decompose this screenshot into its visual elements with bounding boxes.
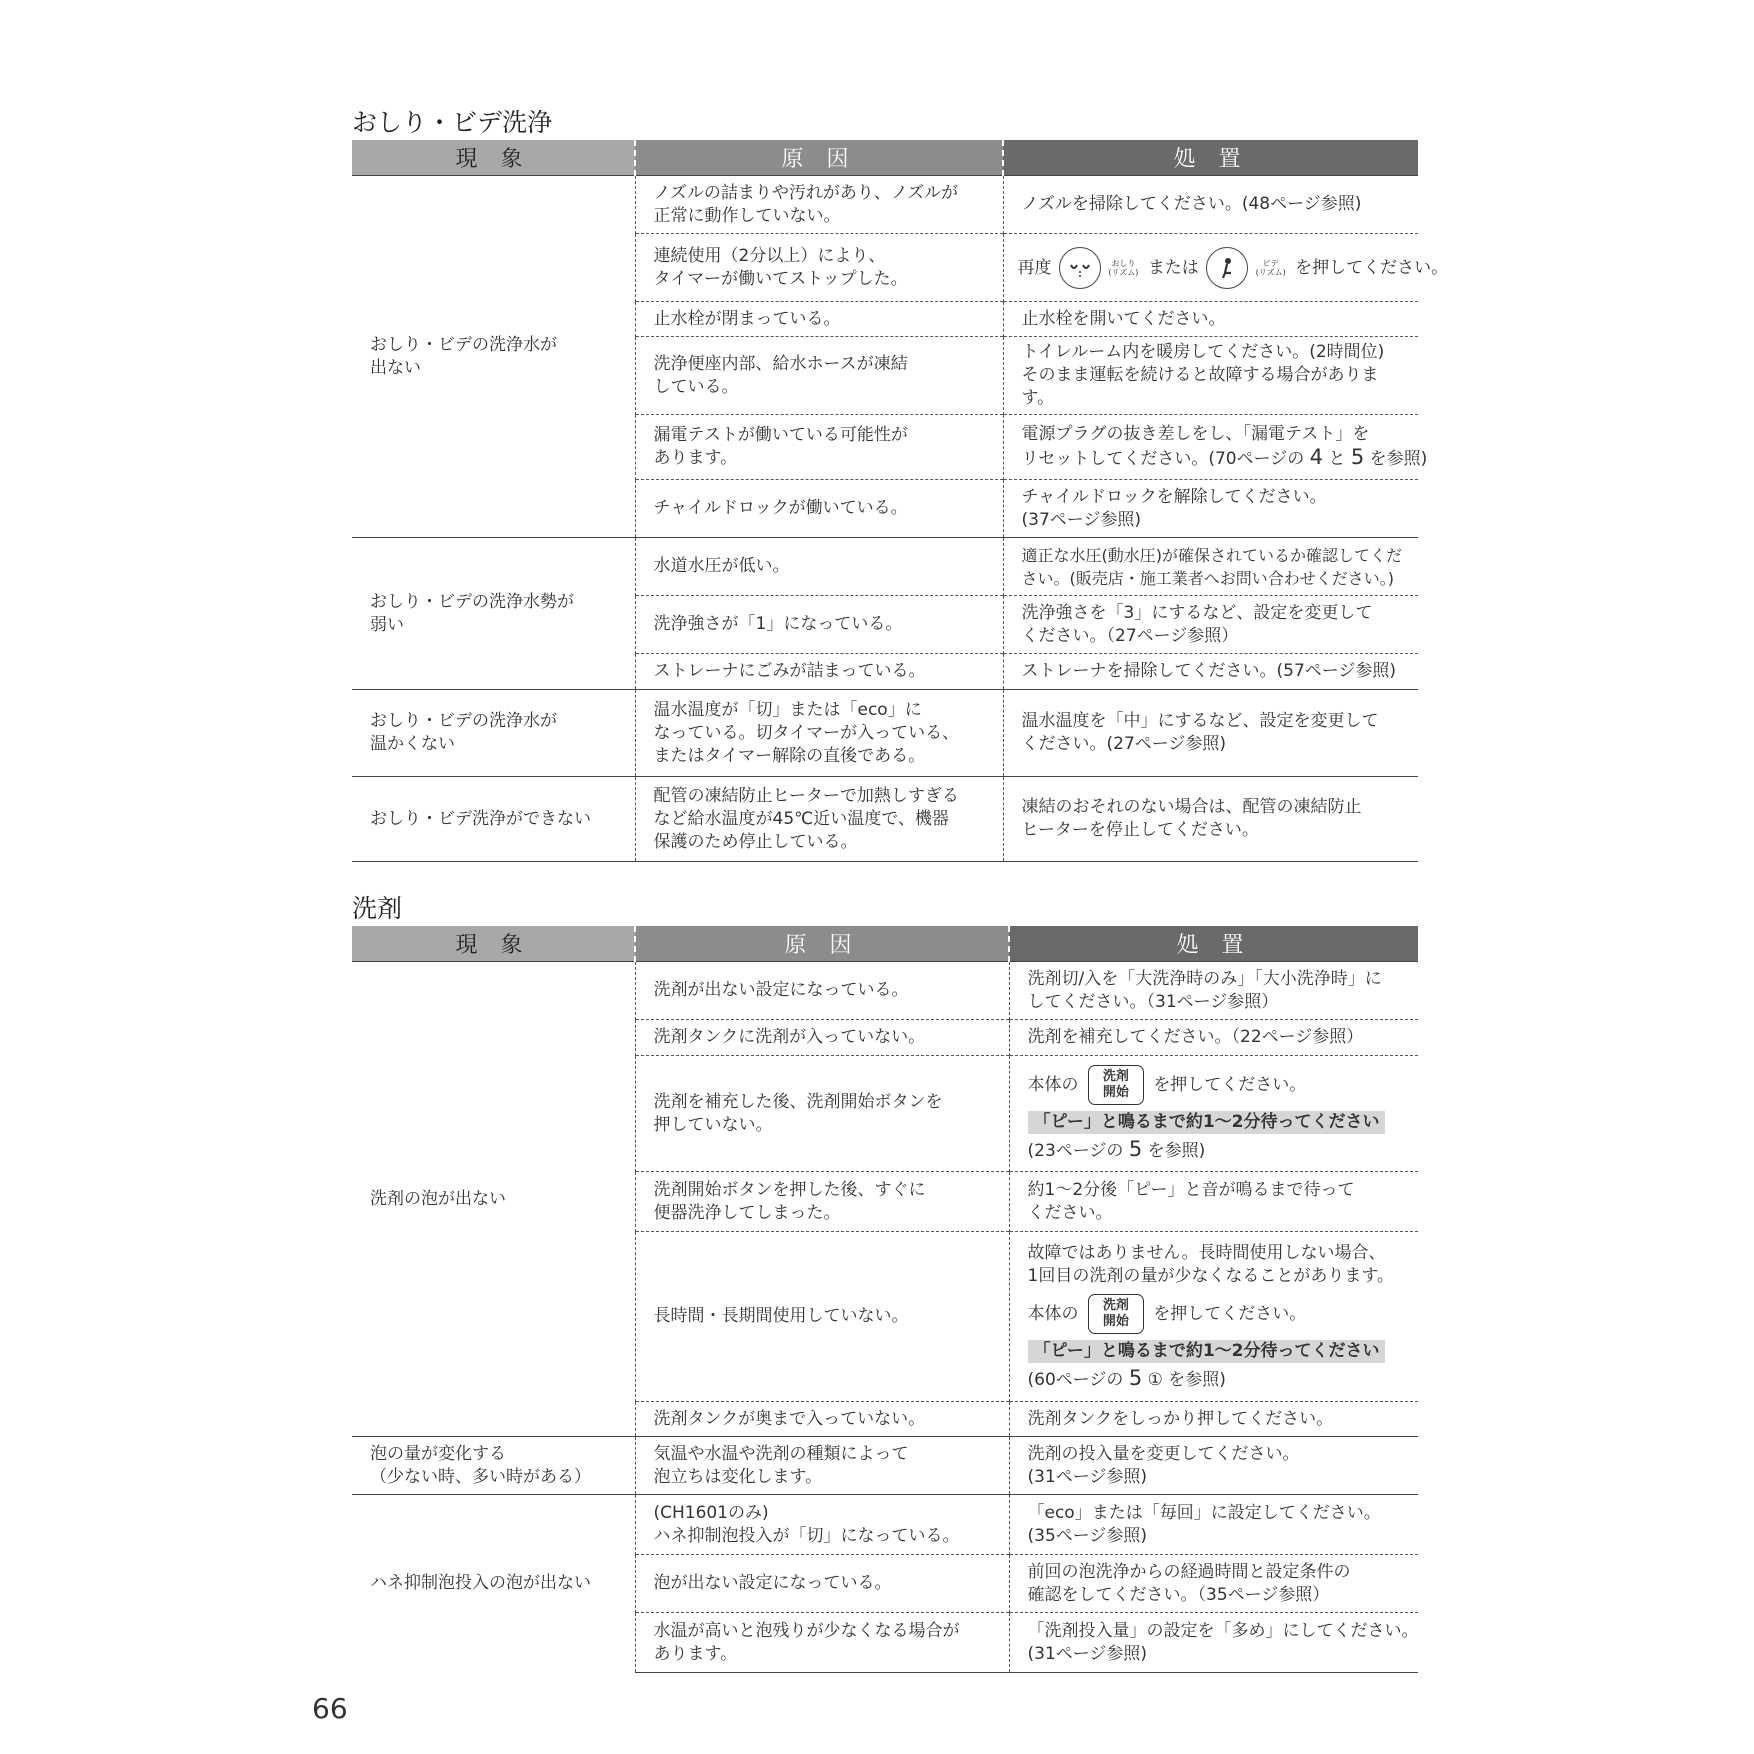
cause-cell: ノズルの詰まりや汚れがあり、ノズルが 正常に動作していない。 [635, 176, 1003, 234]
detergent-start-key-icon: 洗剤 開始 [1088, 1065, 1144, 1105]
cause-cell: 泡が出ない設定になっている。 [635, 1555, 1009, 1613]
table-row [352, 176, 1418, 234]
fix-cell: 洗剤タンクをしっかり押してください。 [1009, 1402, 1418, 1437]
cause-cell: 止水栓が閉まっている。 [635, 302, 1003, 337]
troubleshoot-table-oshiri [352, 140, 1449, 862]
table-header [352, 140, 1418, 176]
table-row [352, 1495, 1418, 1555]
fix-cell: 約1～2分後「ピー」と音が鳴るまで待って ください。 [1009, 1172, 1418, 1232]
cause-cell: (CH1601のみ) ハネ抑制泡投入が「切」になっている。 [635, 1495, 1009, 1555]
fix-cell: 故障ではありません。長時間使用しない場合、 1回目の洗剤の量が少なくなることがあります。 本体の 洗剤 開始 を押してください。 「ピー」と鳴るまで約1～2分待ってください (60ページの 5 ① を参照) [1009, 1232, 1418, 1402]
fix-cell: 洗剤切/入を「大洗浄時のみ」「大小洗浄時」に してください。（31ページ参照） [1009, 962, 1418, 1020]
bide-button-icon [1206, 247, 1248, 289]
fix-cell: 再度 おしり (リズム) または ビデ (リズム) を押してください。 [1003, 234, 1418, 302]
cause-cell: 洗剤開始ボタンを押した後、すぐに 便器洗浄してしまった。 [635, 1172, 1009, 1232]
table-row [352, 1437, 1418, 1495]
table-header [352, 926, 1418, 962]
symptom-cell: おしり・ビデ洗浄ができない [352, 777, 635, 862]
table-row [352, 777, 1418, 862]
fix-cell: ストレーナを掃除してください。(57ページ参照) [1003, 654, 1418, 690]
cause-cell: チャイルドロックが働いている。 [635, 480, 1003, 538]
fix-cell: 「洗剤投入量」の設定を「多め」にしてください。 (31ページ参照) [1009, 1613, 1418, 1673]
fix-cell: 温水温度を「中」にするなど、設定を変更して ください。(27ページ参照) [1003, 690, 1418, 777]
table-row [352, 690, 1418, 777]
oshiri-button-icon [1059, 247, 1101, 289]
cause-cell: 洗剤を補充した後、洗剤開始ボタンを 押していない。 [635, 1056, 1009, 1172]
header-symptom: 現 象 [352, 140, 635, 176]
header-fix: 処 置 [1003, 140, 1418, 176]
fix-cell: ノズルを掃除してください。(48ページ参照) [1003, 176, 1418, 234]
cause-cell: ストレーナにごみが詰まっている。 [635, 654, 1003, 690]
fix-cell: 適正な水圧(動水圧)が確保されているか確認してくだ さい。(販売店・施工業者へお問い合わせください。) [1003, 538, 1418, 596]
bide-button-label: ビデ (リズム) [1255, 258, 1286, 277]
cause-cell: 連続使用（2分以上）により、 タイマーが働いてストップした。 [635, 234, 1003, 302]
symptom-cell: おしり・ビデの洗浄水が 温かくない [352, 690, 635, 777]
symptom-cell: おしり・ビデの洗浄水勢が 弱い [352, 538, 635, 690]
symptom-cell: ハネ抑制泡投入の泡が出ない [352, 1495, 635, 1673]
fix-cell: 「eco」または「毎回」に設定してください。 (35ページ参照) [1009, 1495, 1418, 1555]
fix-cell: 洗剤を補充してください。（22ページ参照） [1009, 1020, 1418, 1056]
cause-cell: 気温や水温や洗剤の種類によって 泡立ちは変化します。 [635, 1437, 1009, 1495]
section-title-oshiri: おしり・ビデ洗浄 [352, 108, 553, 137]
symptom-cell: 洗剤の泡が出ない [352, 962, 635, 1437]
fix-cell: 凍結のおそれのない場合は、配管の凍結防止 ヒーターを停止してください。 [1003, 777, 1418, 862]
cause-cell: 配管の凍結防止ヒーターで加熱しすぎる など給水温度が45℃近い温度で、機器 保護のため停止している。 [635, 777, 1003, 862]
page-number: 66 [312, 1692, 348, 1725]
symptom-cell: おしり・ビデの洗浄水が 出ない [352, 176, 635, 538]
cause-cell: 漏電テストが働いている可能性が あります。 [635, 415, 1003, 480]
cause-cell: 水温が高いと泡残りが少なくなる場合が あります。 [635, 1613, 1009, 1673]
cause-cell: 洗浄便座内部、給水ホースが凍結 している。 [635, 337, 1003, 415]
fix-cell: 洗浄強さを「3」にするなど、設定を変更して ください。（27ページ参照） [1003, 596, 1418, 654]
cause-cell: 洗剤が出ない設定になっている。 [635, 962, 1009, 1020]
fix-cell: 洗剤の投入量を変更してください。 (31ページ参照) [1009, 1437, 1418, 1495]
troubleshoot-table-detergent [352, 926, 1418, 1673]
fix-cell: チャイルドロックを解除してください。 (37ページ参照) [1003, 480, 1418, 538]
header-fix: 処 置 [1009, 926, 1418, 962]
section-title-detergent: 洗剤 [352, 894, 403, 923]
oshiri-button-label: おしり (リズム) [1108, 258, 1139, 277]
cause-cell: 長時間・長期間使用していない。 [635, 1232, 1009, 1402]
symptom-cell: 泡の量が変化する （少ない時、多い時がある） [352, 1437, 635, 1495]
fix-cell: トイレルーム内を暖房してください。(2時間位) そのまま運転を続けると故障する場合があります。 [1003, 337, 1418, 415]
wait-note: 「ピー」と鳴るまで約1～2分待ってください [1028, 1340, 1386, 1363]
wait-note: 「ピー」と鳴るまで約1～2分待ってください [1028, 1111, 1386, 1134]
cause-cell: 水道水圧が低い。 [635, 538, 1003, 596]
fix-cell: 止水栓を開いてください。 [1003, 302, 1418, 337]
fix-cell: 電源プラグの抜き差しをし、「漏電テスト」を リセットしてください。(70ページの 4 と 5 を参照) [1003, 415, 1418, 480]
cause-cell: 洗剤タンクが奥まで入っていない。 [635, 1402, 1009, 1437]
header-symptom: 現 象 [352, 926, 635, 962]
cause-cell: 洗剤タンクに洗剤が入っていない。 [635, 1020, 1009, 1056]
detergent-start-key-icon: 洗剤 開始 [1088, 1294, 1144, 1334]
header-cause: 原 因 [635, 926, 1009, 962]
fix-cell: 前回の泡洗浄からの経過時間と設定条件の 確認をしてください。（35ページ参照） [1009, 1555, 1418, 1613]
header-cause: 原 因 [635, 140, 1003, 176]
cause-cell: 洗浄強さが「1」になっている。 [635, 596, 1003, 654]
cause-cell: 温水温度が「切」または「eco」に なっている。切タイマーが入っている、 またはタイマー解除の直後である。 [635, 690, 1003, 777]
table-row [352, 962, 1418, 1020]
table-row [352, 538, 1418, 596]
fix-cell: 本体の 洗剤 開始 を押してください。 「ピー」と鳴るまで約1～2分待ってください (23ページの 5 を参照) [1009, 1056, 1418, 1172]
